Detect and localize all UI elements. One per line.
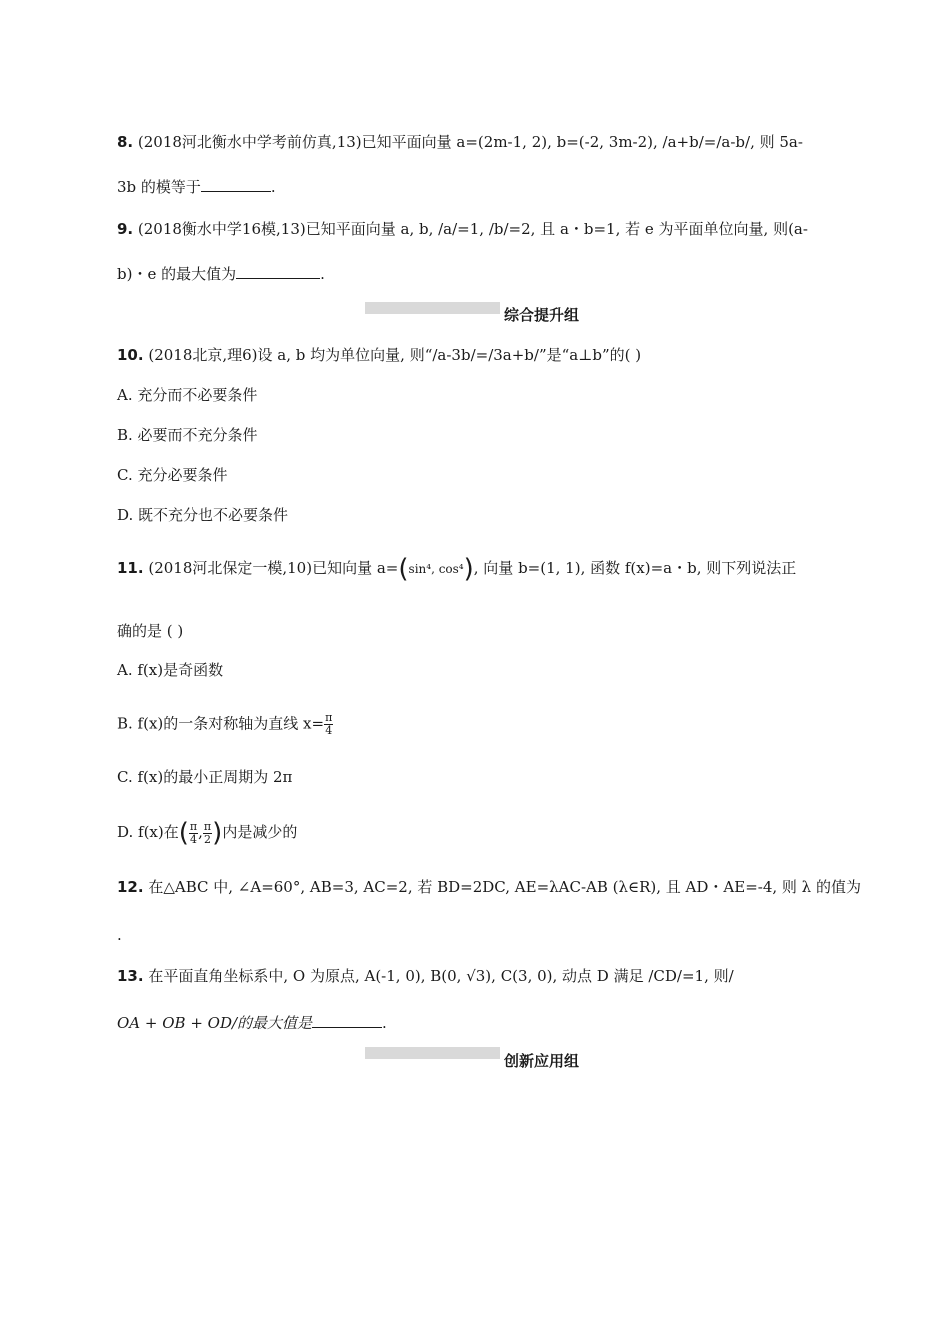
q10-stem [117, 345, 641, 365]
q9-text-cont: b)・e 的最大值为 [117, 265, 237, 283]
q11-option-b-text: B. f(x)的一条对称轴为直线 x= [117, 714, 325, 733]
q10-option-b: B. 必要而不充分条件 [117, 426, 258, 444]
q9-period: . [320, 265, 325, 283]
q12-stem [117, 877, 861, 897]
q11-option-b [117, 712, 333, 737]
q11-vector: sin⁴, cos⁴ [408, 562, 464, 576]
fraction [203, 821, 212, 846]
q12-number: 12. [117, 878, 144, 896]
q12-text: 在△ABC 中, ∠A=60°, AB=3, AC=2, 若 BD=2DC, AE=λAC-AB (λ∈R), 且 AD・AE=-4, 则 λ 的值为 [143, 878, 861, 896]
q8-number: 8. [117, 133, 134, 151]
fraction-numerator: π [189, 819, 198, 833]
q11-option-d: D. f(x)在( $\frac{\pi}{4}$ , $\frac{\pi}{2}$ )内是减少的 [117, 818, 298, 848]
right-paren: ) [463, 554, 474, 584]
fraction-numerator: π [325, 711, 333, 724]
fraction-denominator: 4 [190, 832, 198, 846]
q8-line1 [117, 132, 803, 152]
q11-option-d-text-cont: 内是减少的 [222, 823, 298, 841]
section-bar [365, 302, 500, 314]
right-paren: ) [212, 818, 223, 848]
fraction-denominator: 4 [325, 724, 333, 737]
fraction [189, 821, 198, 846]
q8-answer-blank[interactable] [201, 177, 271, 192]
fraction-numerator: π [203, 819, 212, 833]
q10-option-d: D. 既不充分也不必要条件 [117, 506, 289, 524]
q11-option-a: A. f(x)是奇函数 [117, 661, 224, 679]
q9-number: 9. [117, 220, 134, 238]
q10-text: (2018北京,理6)设 a, b 均为单位向量, 则“/a-3b/=/3a+b/”是“a⊥b”的( ) [143, 346, 642, 364]
q11-option-d-text: D. f(x)在 [117, 823, 179, 841]
q8-text-cont: 3b 的模等于 [117, 178, 201, 196]
q13-number: 13. [117, 967, 144, 985]
q13-stem [117, 966, 734, 986]
q13-text: 在平面直角坐标系中, O 为原点, A(-1, 0), B(0, √3), C(3, 0), 动点 D 满足 /CD/=1, 则/ [143, 967, 734, 985]
section-title: 创新应用组 [504, 1052, 580, 1070]
q8-line2 [117, 177, 276, 197]
q11-line2: 确的是 ( ) [117, 622, 184, 640]
q8-text: (2018河北衡水中学考前仿真,13)已知平面向量 a=(2m-1, 2), b=(-2, 3m-2), /a+b/=/a-b/, 则 5a- [133, 133, 803, 151]
q11-text-cont: , 向量 b=(1, 1), 函数 f(x)=a・b, 则下列说法正 [473, 559, 797, 577]
q10-option-c: C. 充分必要条件 [117, 466, 228, 484]
q11-stem [117, 554, 797, 584]
left-paren: ( [398, 554, 409, 584]
q10-option-a: A. 充分而不必要条件 [117, 386, 258, 404]
fraction-denominator: 2 [204, 832, 212, 846]
q8-period: . [270, 178, 276, 196]
q13-line2 [117, 1013, 387, 1033]
section-bar [365, 1047, 500, 1059]
section-title: 综合提升组 [504, 306, 580, 324]
q13-text-cont: OA + OB + OD/的最大值是 [117, 1014, 313, 1032]
fraction [324, 712, 333, 737]
q11-number: 11. [117, 559, 144, 577]
q9-answer-blank[interactable] [236, 264, 320, 279]
q13-answer-blank[interactable] [312, 1013, 382, 1028]
q11-option-c: C. f(x)的最小正周期为 2π [117, 768, 293, 786]
q13-period: . [382, 1014, 387, 1032]
q10-number: 10. [117, 346, 144, 364]
q9-line1 [117, 219, 808, 239]
q9-line2 [117, 264, 325, 284]
q12-line2: . [117, 926, 122, 944]
left-paren: ( [178, 818, 189, 848]
q11-text: (2018河北保定一模,10)已知向量 a= [143, 559, 399, 577]
q9-text: (2018衡水中学16模,13)已知平面向量 a, b, /a/=1, /b/=2, 且 a・b=1, 若 e 为平面单位向量, 则(a- [133, 220, 808, 238]
